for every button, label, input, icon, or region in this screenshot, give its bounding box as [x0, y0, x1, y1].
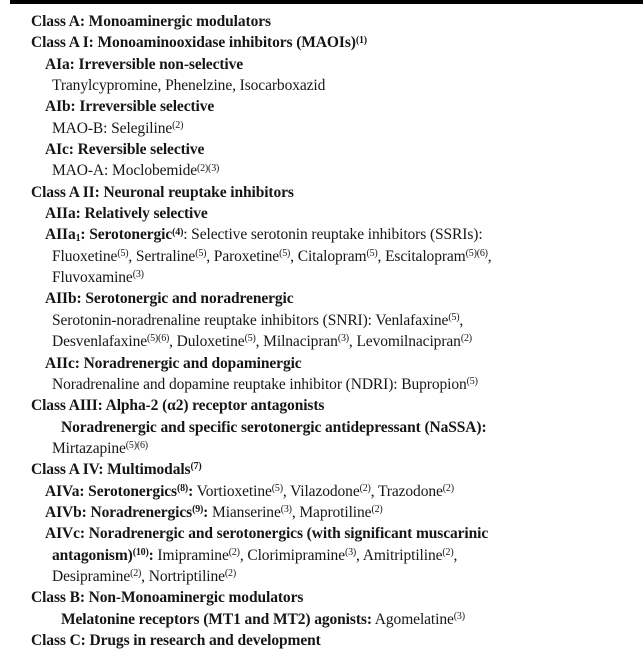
classification-line [31, 203, 637, 224]
footnote-marker: (5) [271, 482, 283, 494]
text-segment: Tranylcypromine, Phenelzine, Isocarboxazid [52, 77, 326, 95]
classification-line [31, 353, 637, 374]
classification-line [31, 310, 637, 331]
text-segment: , Sertraline [128, 247, 196, 265]
text-segment: Melatonine receptors (MT1 and MT2) agonists: [61, 610, 372, 628]
classification-line [31, 545, 637, 566]
text-segment: , Citalopram [290, 247, 367, 265]
classification-line [31, 96, 637, 117]
text-segment: Class A II: Neuronal reuptake inhibitors [31, 183, 294, 201]
text-segment: : [188, 482, 194, 500]
text-segment: : [148, 546, 154, 564]
classification-line [31, 523, 637, 544]
text-segment: MAO-A: Moclobemide [52, 162, 197, 180]
classification-line [31, 139, 637, 160]
text-segment: , Escitalopram [377, 247, 466, 265]
classification-line [31, 566, 637, 587]
footnote-marker: (2) [371, 504, 383, 516]
text-segment: Noradrenergic and specific serotonergic antidepressant (NaSSA): [61, 418, 487, 436]
classification-line [31, 267, 637, 288]
drug-classification-table [31, 11, 637, 651]
classification-line [31, 75, 637, 96]
text-segment: AIIb: Serotonergic and noradrenergic [45, 290, 294, 308]
footnote-marker: (3) [337, 333, 349, 345]
footnote-marker: (3) [453, 610, 465, 622]
text-segment: Fluoxetine [52, 247, 118, 265]
text-segment: Class B: Non-Monoaminergic modulators [31, 589, 304, 607]
classification-line [31, 438, 637, 459]
classification-line [31, 32, 637, 53]
text-segment: , Amitriptiline [356, 546, 443, 564]
footnote-marker: (8) [177, 482, 189, 494]
text-segment: AIa: Irreversible non-selective [45, 55, 244, 73]
text-segment: , [453, 546, 458, 564]
classification-line [31, 118, 637, 139]
text-segment: Agomelatine [371, 610, 454, 628]
text-segment: Vortioxetine [193, 482, 272, 500]
text-segment: , [487, 247, 492, 265]
footnote-marker: (9) [192, 504, 204, 516]
classification-line [31, 331, 637, 352]
classification-line [31, 182, 637, 203]
footnote-marker: (5) [279, 247, 291, 259]
footnote-marker: (5)(6) [125, 440, 148, 452]
footnote-marker: (1) [355, 34, 367, 46]
classification-line [31, 11, 637, 32]
footnote-marker: (2) [228, 546, 240, 558]
text-segment: AIVa: Serotonergics [45, 482, 177, 500]
footnote-marker: (2) [172, 119, 184, 131]
text-segment: , [459, 311, 464, 329]
text-segment: , Duloxetine [169, 333, 245, 351]
footnote-marker: (10) [132, 546, 149, 558]
classification-line [31, 224, 637, 245]
classification-line [31, 374, 637, 395]
footnote-marker: (7) [190, 461, 202, 473]
text-segment: AIVc: Noradrenergic and serotonergics (with significant muscarinic [45, 525, 489, 543]
footnote-marker: (3) [132, 269, 144, 281]
classification-line [31, 630, 637, 651]
text-segment: , Maprotiline [291, 503, 372, 521]
text-segment: Class C: Drugs in research and development [31, 631, 321, 649]
text-segment: Noradrenaline and dopamine reuptake inhibitor (NDRI): Bupropion [52, 375, 467, 393]
classification-line [31, 395, 637, 416]
text-segment: Class A I: Monoaminooxidase inhibitors (MAOIs) [31, 34, 356, 52]
footnote-marker: (2) [442, 482, 454, 494]
footnote-marker: (2) [224, 568, 236, 580]
text-segment: , Paroxetine [206, 247, 280, 265]
footnote-marker: (5) [448, 312, 460, 324]
text-segment: AIIa: Relatively selective [45, 205, 208, 223]
footnote-marker: (2)(3) [197, 162, 220, 174]
text-segment: Mirtazapine [52, 439, 126, 457]
footnote-marker: (5) [117, 247, 129, 259]
classification-line [31, 246, 637, 267]
classification-line [31, 609, 637, 630]
text-segment: , Milnacipran [255, 333, 338, 351]
footnote-marker: (5)(6) [147, 333, 170, 345]
text-segment: : Serotonergic [80, 226, 173, 244]
subscript-label: 1 [75, 233, 81, 245]
footnote-marker: (3) [280, 504, 292, 516]
classification-line [31, 54, 637, 75]
text-segment: AIIc: Noradrenergic and dopaminergic [45, 354, 302, 372]
text-segment: , Vilazodone [282, 482, 360, 500]
text-segment: Class AIII: Alpha-2 (α2) receptor antagonists [31, 397, 325, 415]
text-segment: AIVb: Noradrenergics [45, 503, 193, 521]
table-top-rule [10, 0, 643, 4]
footnote-marker: (3) [344, 546, 357, 558]
footnote-marker: (5) [366, 247, 378, 259]
text-segment: Class A IV: Multimodals [31, 461, 191, 479]
footnote-marker: (5) [195, 247, 207, 259]
footnote-marker: (5) [466, 376, 478, 388]
text-segment: , Trazodone [370, 482, 443, 500]
text-segment: MAO-B: Selegiline [52, 119, 173, 137]
footnote-marker: (2) [130, 568, 142, 580]
classification-line [31, 587, 637, 608]
classification-list [31, 11, 637, 651]
footnote-marker: (5)(6) [465, 247, 488, 259]
text-segment: antagonism) [52, 546, 133, 564]
text-segment: AIc: Reversible selective [45, 141, 205, 159]
text-segment: : [203, 503, 209, 521]
classification-line [31, 481, 637, 502]
text-segment: Serotonin-noradrenaline reuptake inhibitors (SNRI): Venlafaxine [52, 311, 449, 329]
classification-line [31, 160, 637, 181]
text-segment: Class A: Monoaminergic modulators [31, 13, 271, 30]
text-segment: , Nortriptiline [141, 567, 225, 585]
footnote-marker: (2) [359, 482, 371, 494]
text-segment: Desipramine [52, 567, 131, 585]
footnote-marker: (2) [442, 546, 454, 558]
text-segment: , Levomilnacipran [348, 333, 461, 351]
text-segment: : Selective serotonin reuptake inhibitors (SSRIs): [183, 226, 483, 244]
text-segment: Mianserine [208, 503, 281, 521]
classification-line [31, 502, 637, 523]
classification-line [31, 417, 637, 438]
text-segment: AIIa [45, 226, 76, 244]
footnote-marker: (2) [460, 333, 472, 345]
text-segment: Desvenlafaxine [52, 333, 147, 351]
classification-line [31, 288, 637, 309]
text-segment: , Clorimipramine [239, 546, 345, 564]
text-segment: Fluvoxamine [52, 269, 133, 287]
text-segment: AIb: Irreversible selective [45, 98, 215, 116]
classification-line [31, 459, 637, 480]
text-segment: Imipramine [153, 546, 229, 564]
footnote-marker: (4) [172, 226, 184, 238]
footnote-marker: (5) [244, 333, 256, 345]
